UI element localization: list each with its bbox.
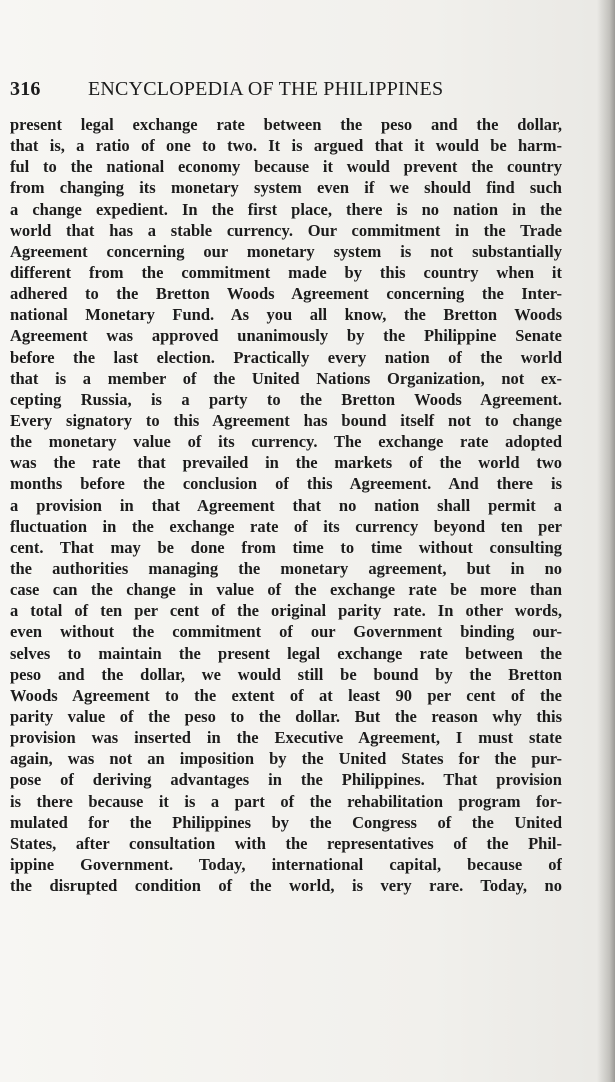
text-line: peso and the dollar, we would still be bound by the Bretton xyxy=(10,664,562,684)
text-line: world that has a stable currency. Our commitment in the Trade xyxy=(10,220,562,240)
text-line: national Monetary Fund. As you all know, the Bretton Woods xyxy=(10,305,562,325)
text-line: Every signatory to this Agreement has bound itself not to change xyxy=(10,410,562,430)
text-line: that is a member of the United Nations Organization, not ex- xyxy=(10,368,562,388)
text-line: the monetary value of its currency. The exchange rate adopted xyxy=(10,432,562,452)
page-header xyxy=(10,78,570,101)
text-line: the authorities managing the monetary agreement, but in no xyxy=(10,558,562,578)
text-line: even without the commitment of our Government binding our- xyxy=(10,622,562,642)
text-line: mulated for the Philippines by the Congress of the United xyxy=(10,812,562,832)
text-line: Agreement was approved unanimously by the Philippine Senate xyxy=(10,326,562,346)
text-line: ippine Government. Today, international capital, because of xyxy=(10,854,562,874)
text-line: again, was not an imposition by the United States for the pur- xyxy=(10,749,562,769)
text-line: pose of deriving advantages in the Philippines. That provision xyxy=(10,770,562,790)
text-line: the disrupted condition of the world, is very rare. Today, no xyxy=(10,876,562,896)
text-line: is there because it is a part of the rehabilitation program for- xyxy=(10,791,562,811)
body-text xyxy=(10,114,562,896)
text-line: provision was inserted in the Executive Agreement, I must state xyxy=(10,728,562,748)
running-head: ENCYCLOPEDIA OF THE PHILIPPINES xyxy=(88,78,444,100)
text-line: adhered to the Bretton Woods Agreement concerning the Inter- xyxy=(10,284,562,304)
text-line: selves to maintain the present legal exchange rate between the xyxy=(10,643,562,663)
text-line: different from the commitment made by this country when it xyxy=(10,262,562,282)
text-line: ful to the national economy because it would prevent the country xyxy=(10,157,562,177)
text-line: was the rate that prevailed in the markets of the world two xyxy=(10,453,562,473)
text-line: States, after consultation with the representatives of the Phil- xyxy=(10,833,562,853)
text-line: cepting Russia, is a party to the Bretton Woods Agreement. xyxy=(10,389,562,409)
text-line: present legal exchange rate between the peso and the dollar, xyxy=(10,115,562,134)
text-line: a change expedient. In the first place, there is no nation in the xyxy=(10,199,562,219)
page-number: 316 xyxy=(10,78,41,100)
text-line: Agreement concerning our monetary system is not substantially xyxy=(10,241,562,261)
text-line: case can the change in value of the exchange rate be more than xyxy=(10,580,562,600)
text-line: from changing its monetary system even if we should find such xyxy=(10,178,562,198)
text-line: parity value of the peso to the dollar. But the reason why this xyxy=(10,706,562,726)
page-edge-shadow xyxy=(597,0,615,1082)
text-line: that is, a ratio of one to two. It is argued that it would be harm- xyxy=(10,136,562,156)
text-line: Woods Agreement to the extent of at least 90 per cent of the xyxy=(10,685,562,705)
text-line: months before the conclusion of this Agreement. And there is xyxy=(10,474,562,494)
text-line: a total of ten per cent of the original parity rate. In other words, xyxy=(10,601,562,621)
text-line: before the last election. Practically every nation of the world xyxy=(10,347,562,367)
text-line: fluctuation in the exchange rate of its currency beyond ten per xyxy=(10,516,562,536)
text-line: a provision in that Agreement that no nation shall permit a xyxy=(10,495,562,515)
text-line: cent. That may be done from time to time without consulting xyxy=(10,537,562,557)
